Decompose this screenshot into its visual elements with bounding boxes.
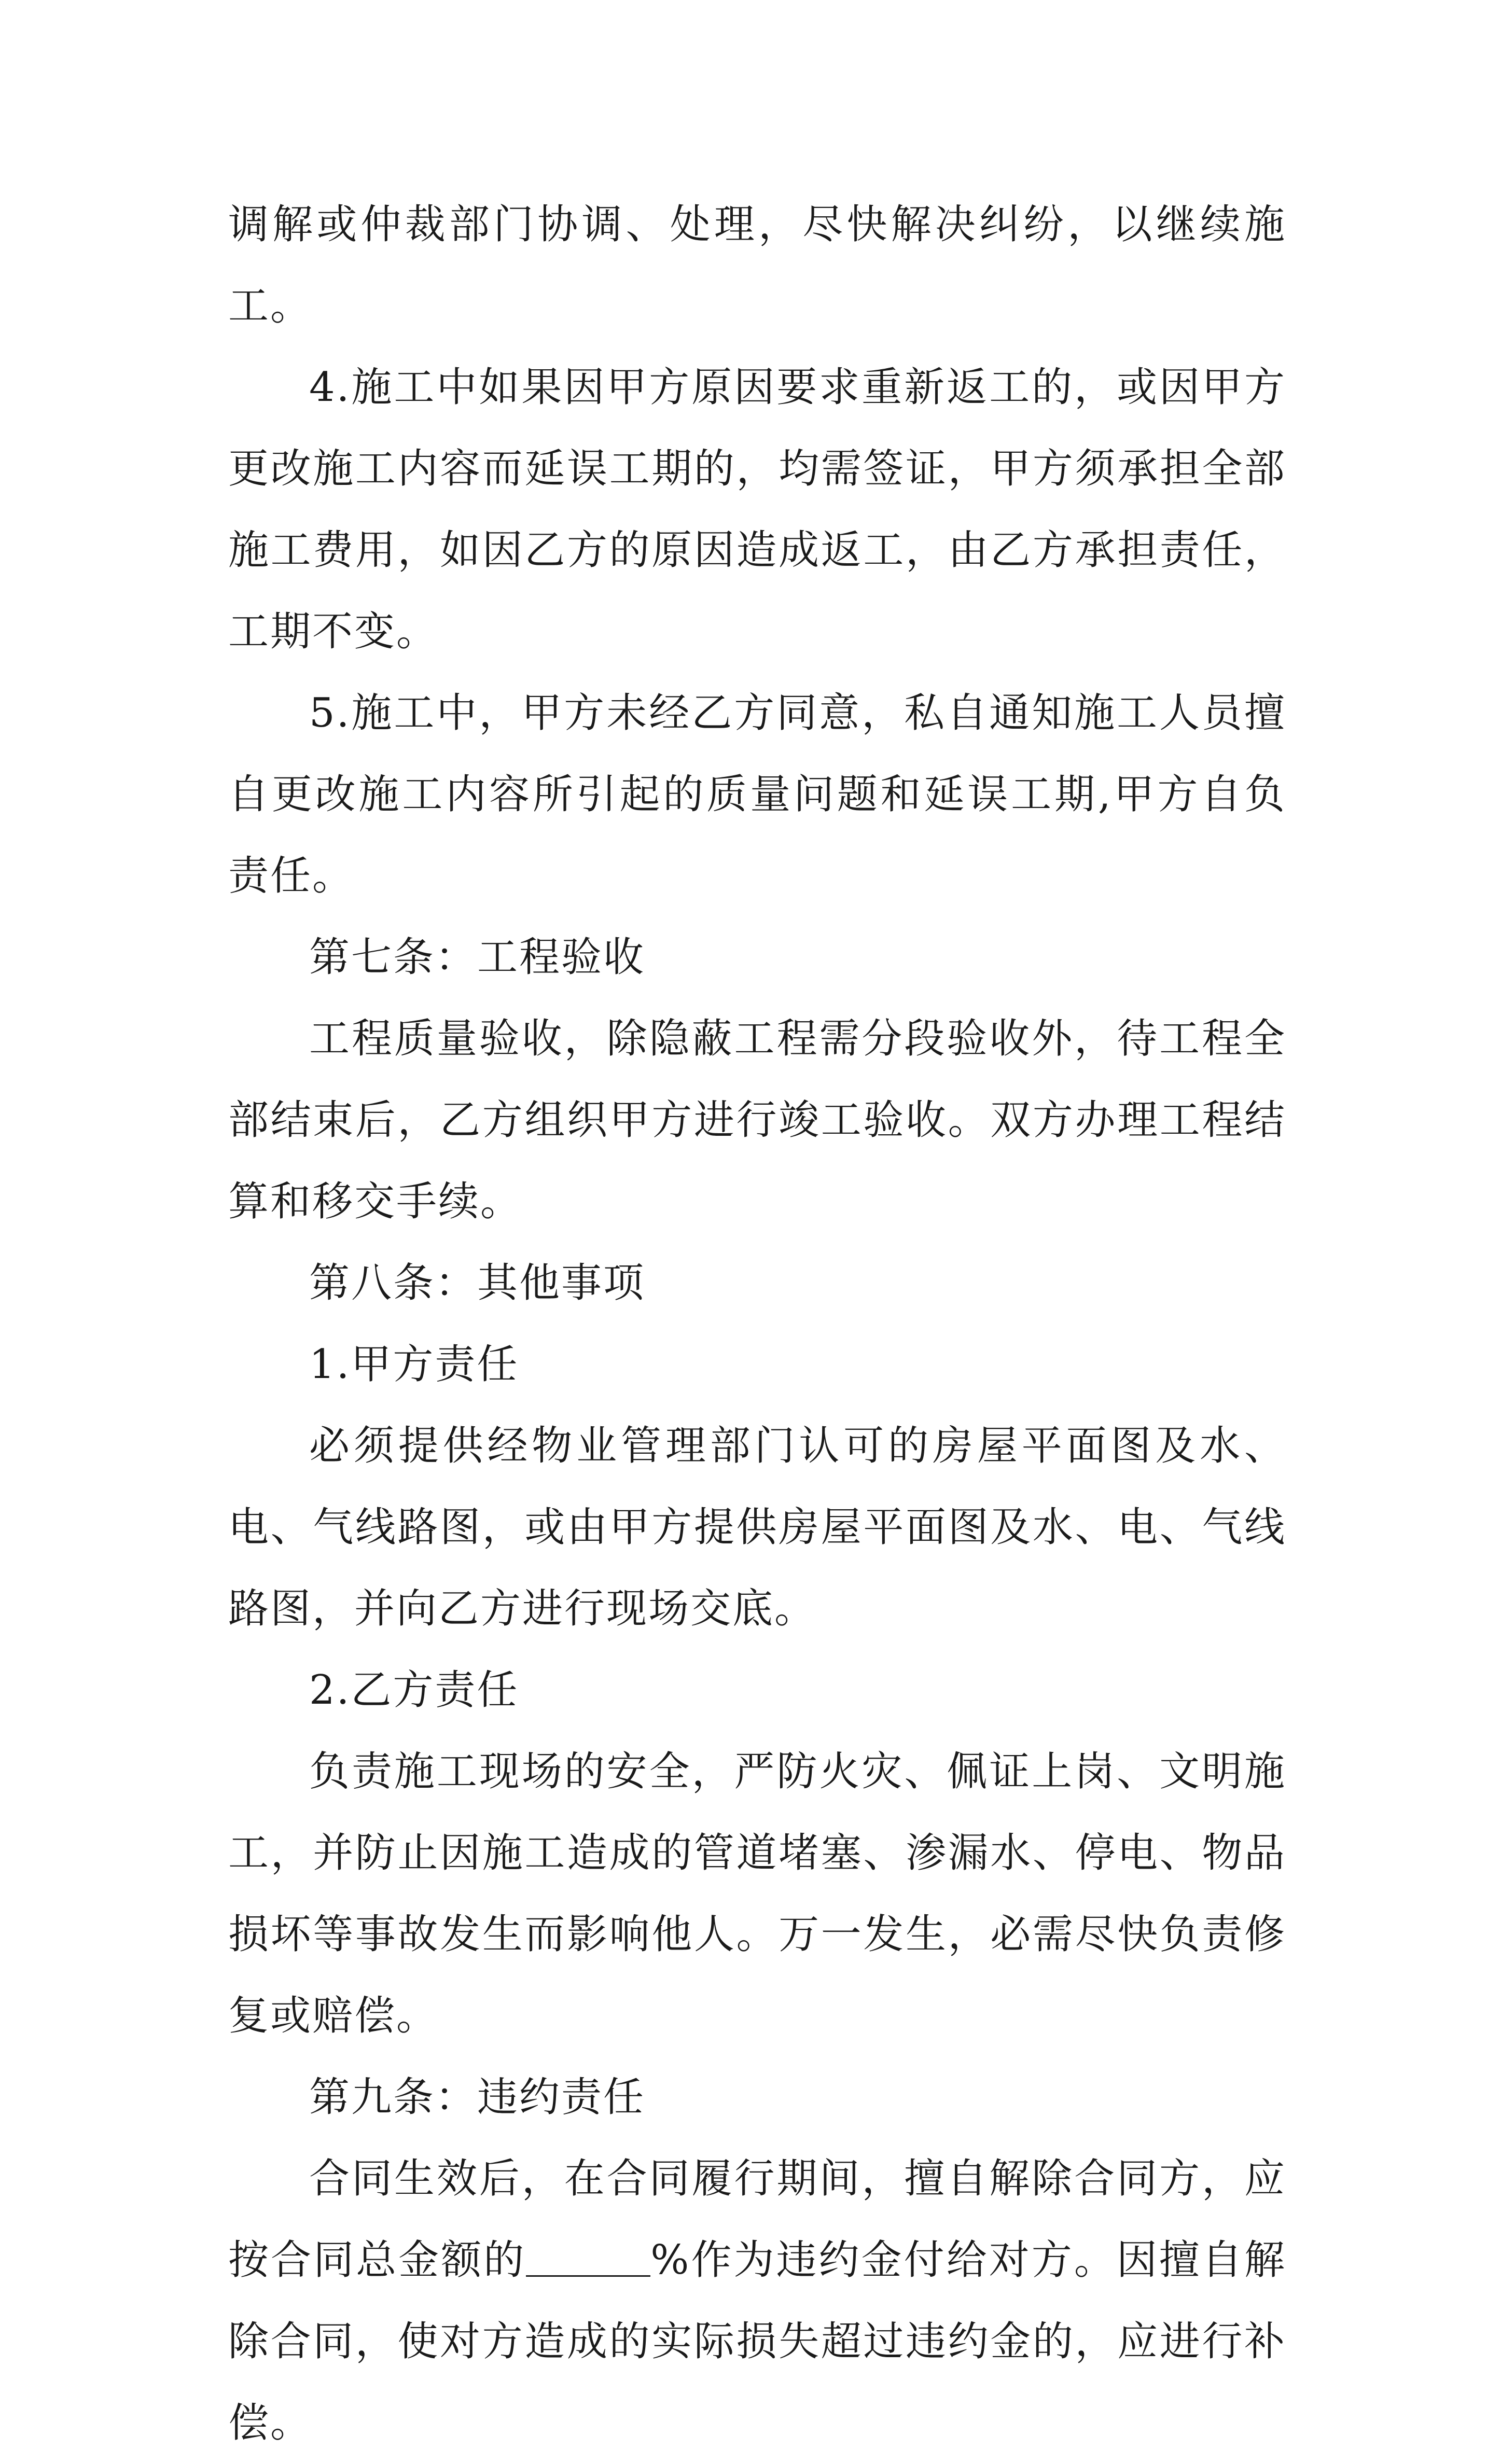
party-a-title: 1.甲方责任 xyxy=(309,1341,519,1388)
clause-5: 5.施工中，甲方未经乙方同意，私自通知施工人员擅自更改施工内容所引起的质量问题和延误工期,甲方自负责任。 xyxy=(228,690,1286,899)
continued-paragraph: 调解或仲裁部门协调、处理，尽快解决纠纷，以继续施工。 xyxy=(228,201,1286,329)
article-9-text-before-blank: 合同生效后，在合同履行期间，擅自解除合同方，应按合同总金额的 xyxy=(228,2155,1286,2284)
article-9-title: 第九条：违约责任 xyxy=(309,2074,646,2121)
article-9-text-after-blank: %作为违约金付给对方。因擅自解除合同，使对方造成的实际损失超过违约金的，应进行补偿。 xyxy=(228,2237,1286,2446)
percentage-blank xyxy=(526,2239,650,2277)
party-b-body: 负责施工现场的安全，严防火灾、佩证上岗、文明施工，并防止因施工造成的管道堵塞、渗漏水、停电、物品损坏等事故发生而影响他人。万一发生，必需尽快负责修复或赔偿。 xyxy=(228,1748,1286,2039)
article-9-body xyxy=(228,2138,1286,2464)
party-b-title: 2.乙方责任 xyxy=(309,1667,519,1714)
clause-4: 4.施工中如果因甲方原因要求重新返工的，或因甲方更改施工内容而延误工期的，均需签证，甲方须承担全部施工费用，如因乙方的原因造成返工，由乙方承担责任，工期不变。 xyxy=(228,364,1286,655)
article-8-title: 第八条：其他事项 xyxy=(309,1260,646,1306)
party-a-body: 必须提供经物业管理部门认可的房屋平面图及水、电、气线路图，或由甲方提供房屋平面图及水、电、气线路图，并向乙方进行现场交底。 xyxy=(228,1423,1286,1632)
document-body xyxy=(228,184,1286,2464)
article-7-title: 第七条：工程验收 xyxy=(309,934,646,981)
article-7-body: 工程质量验收，除隐蔽工程需分段验收外，待工程全部结束后，乙方组织甲方进行竣工验收。双方办理工程结算和移交手续。 xyxy=(228,1015,1286,1225)
